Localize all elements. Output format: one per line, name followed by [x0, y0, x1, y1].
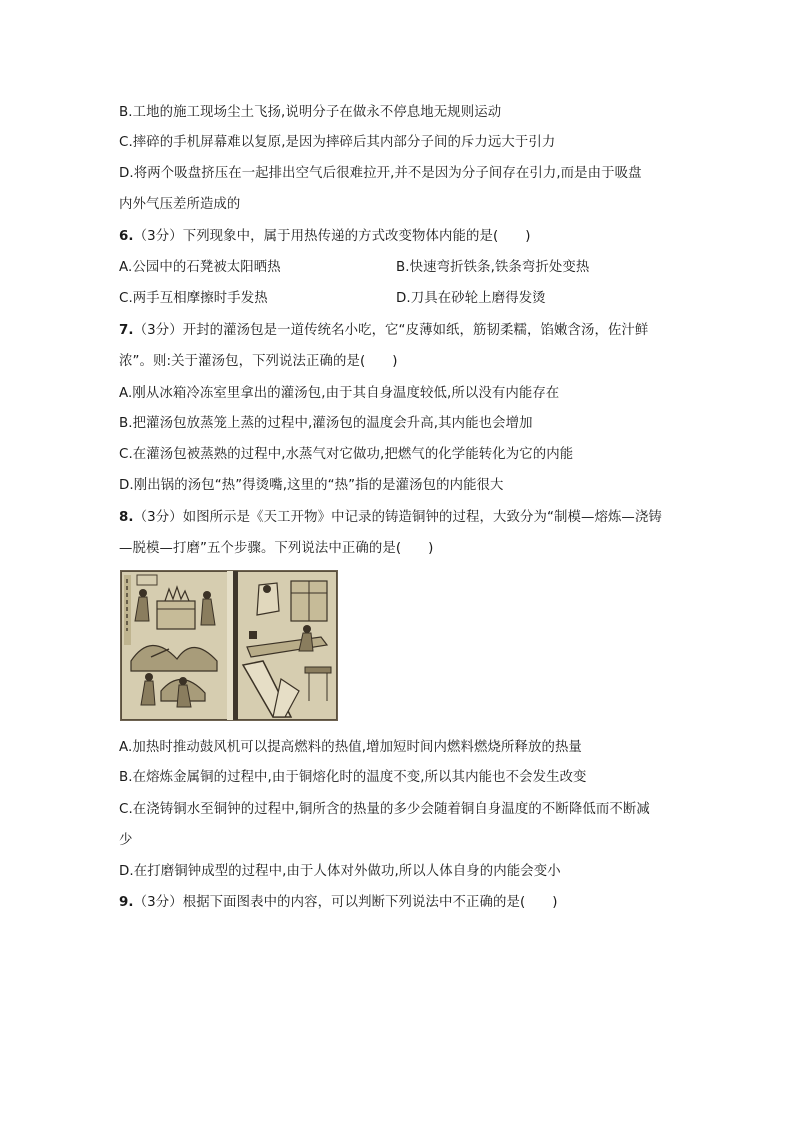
- question-number: 6.: [119, 229, 134, 244]
- question-9: [119, 894, 558, 912]
- bell-casting-illustration: [120, 570, 338, 721]
- option-c: C.在灌汤包被蒸熟的过程中,水蒸气对它做功,把燃气的化学能转化为它的内能: [119, 447, 574, 462]
- option-line: B.工地的施工现场尘土飞扬,说明分子在做永不停息地无规则运动: [119, 105, 502, 120]
- question-stem: （3分）下列现象中，属于用热传递的方式改变物体内能的是( ): [133, 229, 531, 244]
- question-number: 7.: [119, 323, 134, 338]
- question-number: 8.: [119, 510, 134, 525]
- option-b: B.把灌汤包放蒸笼上蒸的过程中,灌汤包的温度会升高,其内能也会增加: [119, 416, 533, 431]
- option-c-continued: 少: [119, 833, 133, 848]
- question-8: [119, 509, 662, 527]
- question-6: [119, 228, 531, 246]
- question-stem: （3分）如图所示是《天工开物》中记录的铸造铜钟的过程，大致分为“制模—熔炼—浇铸: [133, 510, 662, 525]
- question-number: 9.: [119, 895, 134, 910]
- option-d: D.刚出锅的汤包“热”得烫嘴,这里的“热”指的是灌汤包的内能很大: [119, 478, 504, 493]
- question-stem-continued: 浓”。则:关于灌汤包，下列说法正确的是( ): [119, 354, 398, 369]
- option-a: A.加热时推动鼓风机可以提高燃料的热值,增加短时间内燃料燃烧所释放的热量: [119, 740, 582, 755]
- option-line-continued: 内外气压差所造成的: [119, 197, 241, 212]
- question-stem: （3分）开封的灌汤包是一道传统名小吃，它“皮薄如纸，筋韧柔糯，馅嫩含汤，佐汁鲜: [133, 323, 649, 338]
- option-b: B.快速弯折铁条,铁条弯折处变热: [396, 260, 590, 275]
- option-line: C.摔碎的手机屏幕难以复原,是因为摔碎后其内部分子间的斥力远大于引力: [119, 135, 556, 150]
- question-stem: （3分）根据下面图表中的内容，可以判断下列说法中不正确的是( ): [133, 895, 558, 910]
- option-a: A.公园中的石凳被太阳晒热: [119, 260, 281, 275]
- option-b: B.在熔炼金属铜的过程中,由于铜熔化时的温度不变,所以其内能也不会发生改变: [119, 770, 587, 785]
- option-c: C.在浇铸铜水至铜钟的过程中,铜所含的热量的多少会随着铜自身温度的不断降低而不断减: [119, 802, 650, 817]
- option-c: C.两手互相摩擦时手发热: [119, 291, 268, 306]
- question-7: [119, 322, 648, 340]
- option-line: D.将两个吸盘挤压在一起排出空气后很难拉开,并不是因为分子间存在引力,而是由于吸盘: [119, 166, 642, 181]
- question-stem-continued: —脱模—打磨”五个步骤。下列说法中正确的是( ): [119, 541, 434, 556]
- option-d: D.在打磨铜钟成型的过程中,由于人体对外做功,所以人体自身的内能会变小: [119, 864, 561, 879]
- option-d: D.刀具在砂轮上磨得发烫: [396, 291, 546, 306]
- option-a: A.刚从冰箱冷冻室里拿出的灌汤包,由于其自身温度较低,所以没有内能存在: [119, 386, 560, 401]
